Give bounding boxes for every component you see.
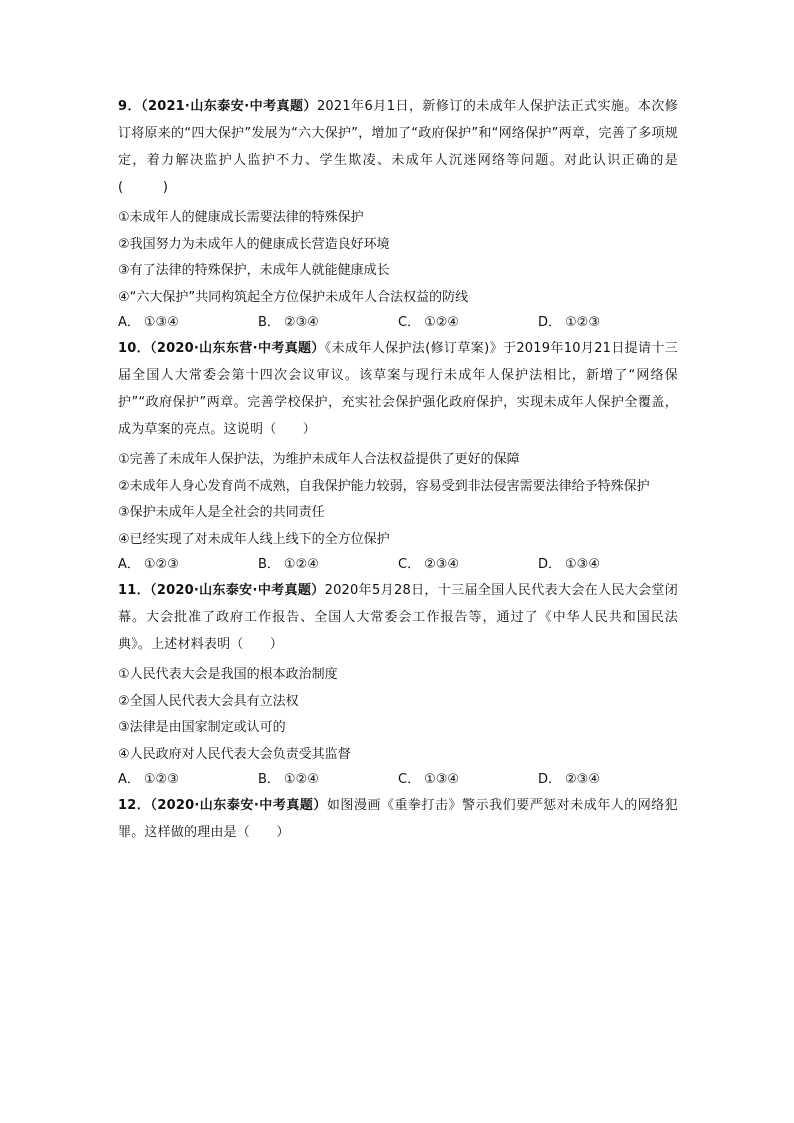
question-stem: [118, 335, 678, 443]
option-text: ②③④: [565, 772, 600, 787]
option-text: ①②③: [143, 557, 179, 572]
statement: ③有了法律的特殊保护，未成年人就能健康成长: [118, 263, 390, 278]
option-letter: B．: [258, 315, 280, 330]
option-b[interactable]: [258, 768, 398, 792]
option-letter: D．: [538, 557, 562, 572]
question-stem: [118, 93, 678, 201]
option-d[interactable]: [538, 311, 678, 335]
option-text: ②③④: [424, 557, 460, 572]
option-letter: B．: [258, 772, 280, 787]
option-text: ①②④: [424, 315, 460, 330]
question-source: （2020·山东泰安·中考真题）: [150, 583, 325, 598]
option-letter: C．: [398, 557, 421, 572]
option-c[interactable]: [398, 553, 538, 577]
option-text: ①②④: [283, 772, 319, 787]
question-text: 2021年6月1日，新修订的未成年人保护法正式实施。本次修订将原来的“四大保护”发展为“六大保护”，增加了“政府保护”和“网络保护”两章，完善了多项规定，着力解决监护人监护不力、学生欺凌、未成年人沉迷网络等问题。对此认识正确的是( ): [118, 99, 678, 195]
question-text: 2020年5月28日，十三届全国人民代表大会在人民大会堂闭幕。大会批准了政府工作报告、全国人大常委会工作报告等，通过了《中华人民共和国民法典》。上述材料表明（ ）: [118, 583, 678, 652]
option-letter: A．: [118, 772, 140, 787]
question-number: 12．: [118, 798, 151, 813]
option-a[interactable]: [118, 553, 258, 577]
option-letter: D．: [538, 772, 562, 787]
option-letter: C．: [398, 772, 421, 787]
option-b[interactable]: [258, 553, 398, 577]
question-text: 《未成年人保护法(修订草案)》于2019年10月21日提请十三届全国人大常委会第十四次会议审议。该草案与现行未成年人保护法相比，新增了“网络保护”“政府保护”两章。完善学校保护，充实社会保护强化政府保护，实现未成年人保护全覆盖，成为草案的亮点。这说明（ ）: [118, 341, 678, 437]
document-page: [118, 93, 678, 850]
statement: ②我国努力为未成年人的健康成长营造良好环境: [118, 236, 390, 252]
statement: ①未成年人的健康成长需要法律的特殊保护: [118, 210, 364, 225]
option-letter: A．: [118, 557, 140, 572]
question-text: 如图漫画《重拳打击》警示我们要严惩对未成年人的网络犯罪。这样做的理由是（ ）: [118, 798, 678, 840]
option-letter: A．: [118, 315, 140, 330]
option-letter: D．: [538, 315, 562, 330]
option-text: ①③④: [143, 315, 179, 330]
question-12: [118, 792, 678, 846]
question-11: [118, 577, 678, 792]
statement: ④人民政府对人民代表大会负责受其监督: [118, 746, 351, 762]
question-number: 9．: [118, 99, 141, 114]
option-c[interactable]: [398, 768, 538, 792]
option-text: ①②③: [565, 315, 600, 330]
option-b[interactable]: [258, 311, 398, 335]
statement: ④“六大保护”共同构筑起全方位保护未成年人合法权益的防线: [118, 289, 469, 305]
question-source: （2020·山东泰安·中考真题）: [150, 798, 327, 813]
question-number: 11．: [118, 583, 150, 598]
statement: ③保护未成年人是全社会的共同责任: [118, 505, 325, 520]
question-10: [118, 335, 678, 577]
option-text: ②③④: [283, 315, 319, 330]
question-stem: [118, 577, 678, 658]
option-letter: B．: [258, 557, 280, 572]
question-stem: [118, 792, 678, 846]
statement: ③法律是由国家制定或认可的: [118, 720, 286, 735]
option-c[interactable]: [398, 311, 538, 335]
statement: ①完善了未成年人保护法，为维护未成年人合法权益提供了更好的保障: [118, 452, 520, 467]
option-d[interactable]: [538, 553, 678, 577]
option-letter: C．: [398, 315, 421, 330]
question-source: （2021·山东泰安·中考真题）: [140, 99, 317, 114]
answer-options: [118, 311, 678, 335]
statement: ②未成年人身心发育尚不成熟，自我保护能力较弱，容易受到非法侵害需要法律给予特殊保护: [118, 478, 650, 494]
option-text: ①②④: [283, 557, 319, 572]
question-source: （2020·山东东营·中考真题）: [150, 341, 325, 356]
answer-options: [118, 768, 678, 792]
option-a[interactable]: [118, 311, 258, 335]
question-9: [118, 93, 678, 335]
option-d[interactable]: [538, 768, 678, 792]
option-a[interactable]: [118, 768, 258, 792]
statement: ①人民代表大会是我国的根本政治制度: [118, 667, 338, 682]
statement: ②全国人民代表大会具有立法权: [118, 693, 299, 709]
answer-options: [118, 553, 678, 577]
option-text: ①③④: [424, 772, 460, 787]
option-text: ①②③: [143, 772, 179, 787]
statement: ④已经实现了对未成年人线上线下的全方位保护: [118, 531, 390, 547]
option-text: ①③④: [565, 557, 600, 572]
question-number: 10．: [118, 341, 151, 356]
